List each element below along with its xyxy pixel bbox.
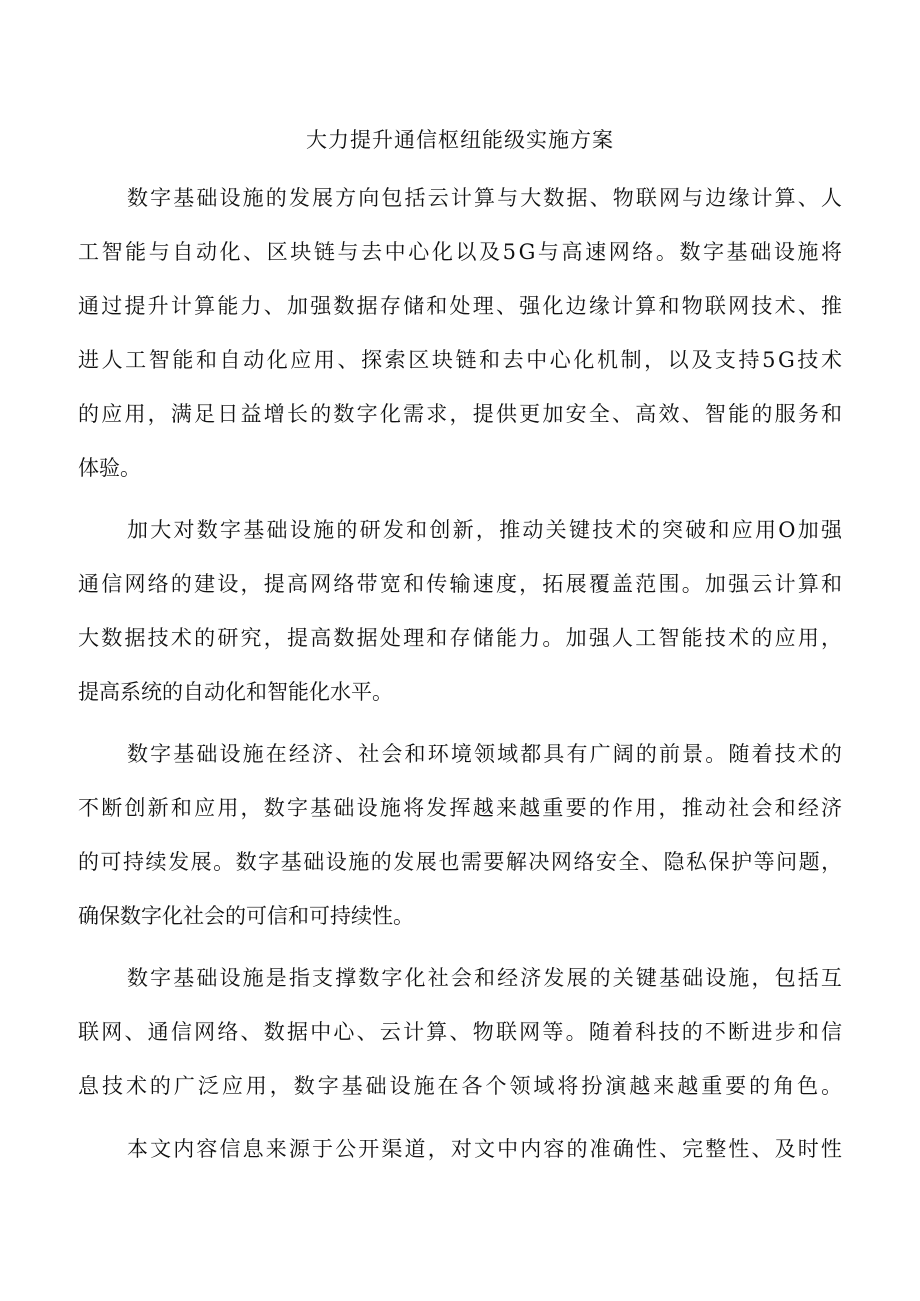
paragraph-2-line-2: 通信网络的建设，提高网络带宽和传输速度，拓展覆盖范围。加强云计算和 <box>78 572 845 596</box>
paragraph-1-line-6: 体验。 <box>78 456 141 480</box>
paragraph-4-line-3: 息技术的广泛应用，数字基础设施在各个领域将扮演越来越重要的角色。 <box>78 1074 846 1098</box>
paragraph-1-line-1: 数字基础设施的发展方向包括云计算与大数据、物联网与边缘计算、人 <box>127 186 845 210</box>
paragraph-3-line-2: 不断创新和应用，数字基础设施将发挥越来越重要的作用，推动社会和经济 <box>78 796 845 820</box>
document-title: 大力提升通信枢纽能级实施方案 <box>306 128 614 152</box>
paragraph-4-line-2: 联网、通信网络、数据中心、云计算、物联网等。随着科技的不断进步和信 <box>78 1020 845 1044</box>
paragraph-5-line-1: 本文内容信息来源于公开渠道，对文中内容的准确性、完整性、及时性 <box>127 1137 845 1161</box>
paragraph-4-line-1: 数字基础设施是指支撑数字化社会和经济发展的关键基础设施，包括互 <box>127 966 845 990</box>
paragraph-1-line-3: 通过提升计算能力、加强数据存储和处理、强化边缘计算和物联网技术、推 <box>78 294 845 318</box>
paragraph-2-line-3: 大数据技术的研究，提高数据处理和存储能力。加强人工智能技术的应用， <box>78 626 845 650</box>
paragraph-2-line-4: 提高系统的自动化和智能化水平。 <box>78 680 393 704</box>
paragraph-1-line-5: 的应用，满足日益增长的数字化需求，提供更加安全、高效、智能的服务和 <box>78 402 845 426</box>
paragraph-2-line-1: 加大对数字基础设施的研发和创新，推动关键技术的突破和应用O加强 <box>127 518 845 542</box>
paragraph-1-line-2: 工智能与自动化、区块链与去中心化以及5G与高速网络。数字基础设施将 <box>78 240 845 264</box>
paragraph-3-line-1: 数字基础设施在经济、社会和环境领域都具有广阔的前景。随着技术的 <box>127 742 845 766</box>
paragraph-1-line-4: 进人工智能和自动化应用、探索区块链和去中心化机制，以及支持5G技术 <box>78 348 845 372</box>
paragraph-3-line-3: 的可持续发展。数字基础设施的发展也需要解决网络安全、隐私保护等问题， <box>78 850 844 874</box>
paragraph-3-line-4: 确保数字化社会的可信和可持续性。 <box>78 904 414 928</box>
